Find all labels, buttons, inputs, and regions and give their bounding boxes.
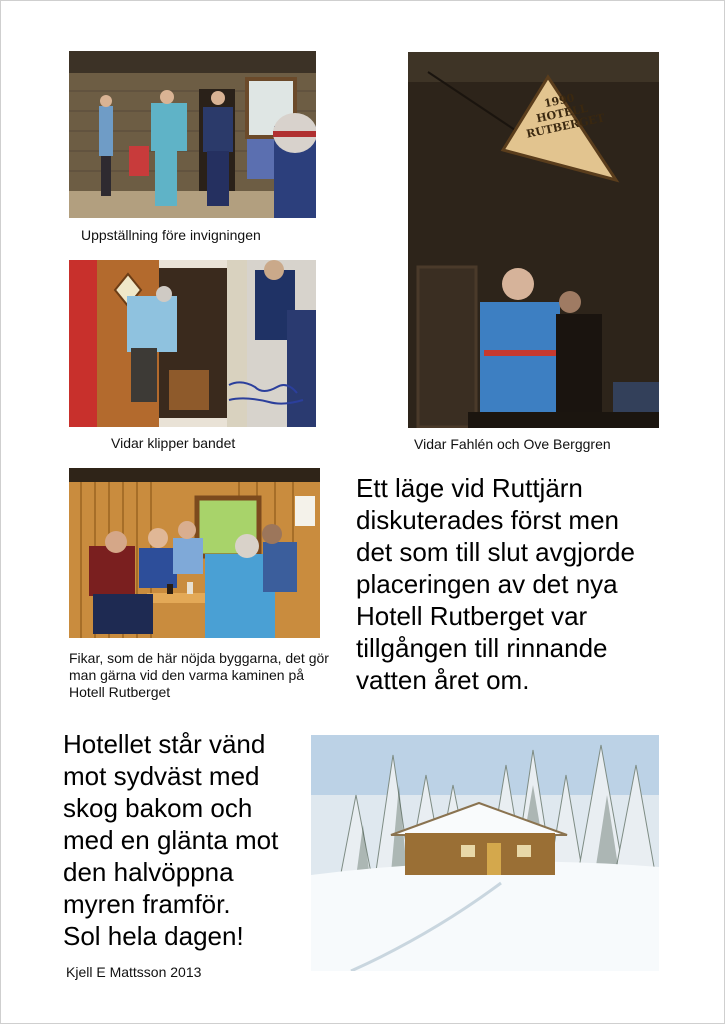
photo-hotel-sign — [408, 52, 659, 428]
paragraph-orientation-line: myren framför. — [63, 889, 231, 919]
caption-hotel-sign: Vidar Fahlén och Ove Berggren — [414, 436, 611, 452]
paragraph-orientation-line: med en glänta mot — [63, 825, 279, 855]
photo-lineup — [69, 51, 316, 218]
paragraph-location — [356, 472, 696, 696]
paragraph-orientation-line: Sol hela dagen! — [63, 921, 244, 951]
photo-coffee-break — [69, 468, 320, 638]
paragraph-orientation-line: mot sydväst med — [63, 761, 260, 791]
paragraph-location-line: Hotell Rutberget var — [356, 601, 588, 631]
paragraph-location-line: Ett läge vid Ruttjärn — [356, 473, 583, 503]
caption-coffee-break: Fikar, som de här nöjda byggarna, det gör man gärna vid den varma kaminen på Hotell Rutberget — [69, 650, 329, 700]
paragraph-location-line: det som till slut avgjorde — [356, 537, 635, 567]
paragraph-location-line: vatten året om. — [356, 665, 530, 695]
paragraph-location-line: tillgången till rinnande — [356, 633, 608, 663]
paragraph-location-line: placeringen av det nya — [356, 569, 618, 599]
hotel-sign-text: 1990 HOTELL RUTBERGET — [525, 91, 606, 141]
paragraph-orientation-line: Hotellet står vänd — [63, 729, 266, 759]
caption-ribbon-cutting: Vidar klipper bandet — [111, 435, 236, 451]
paragraph-orientation-line: skog bakom och — [63, 793, 253, 823]
paragraph-orientation-line: den halvöppna — [63, 857, 234, 887]
credit: Kjell E Mattsson 2013 — [66, 964, 202, 980]
photo-ribbon-cutting — [69, 260, 316, 427]
paragraph-location-line: diskuterades först men — [356, 505, 620, 535]
caption-lineup: Uppställning före invigningen — [81, 227, 261, 243]
paragraph-orientation — [63, 728, 303, 952]
photo-winter-cabin — [311, 735, 659, 971]
